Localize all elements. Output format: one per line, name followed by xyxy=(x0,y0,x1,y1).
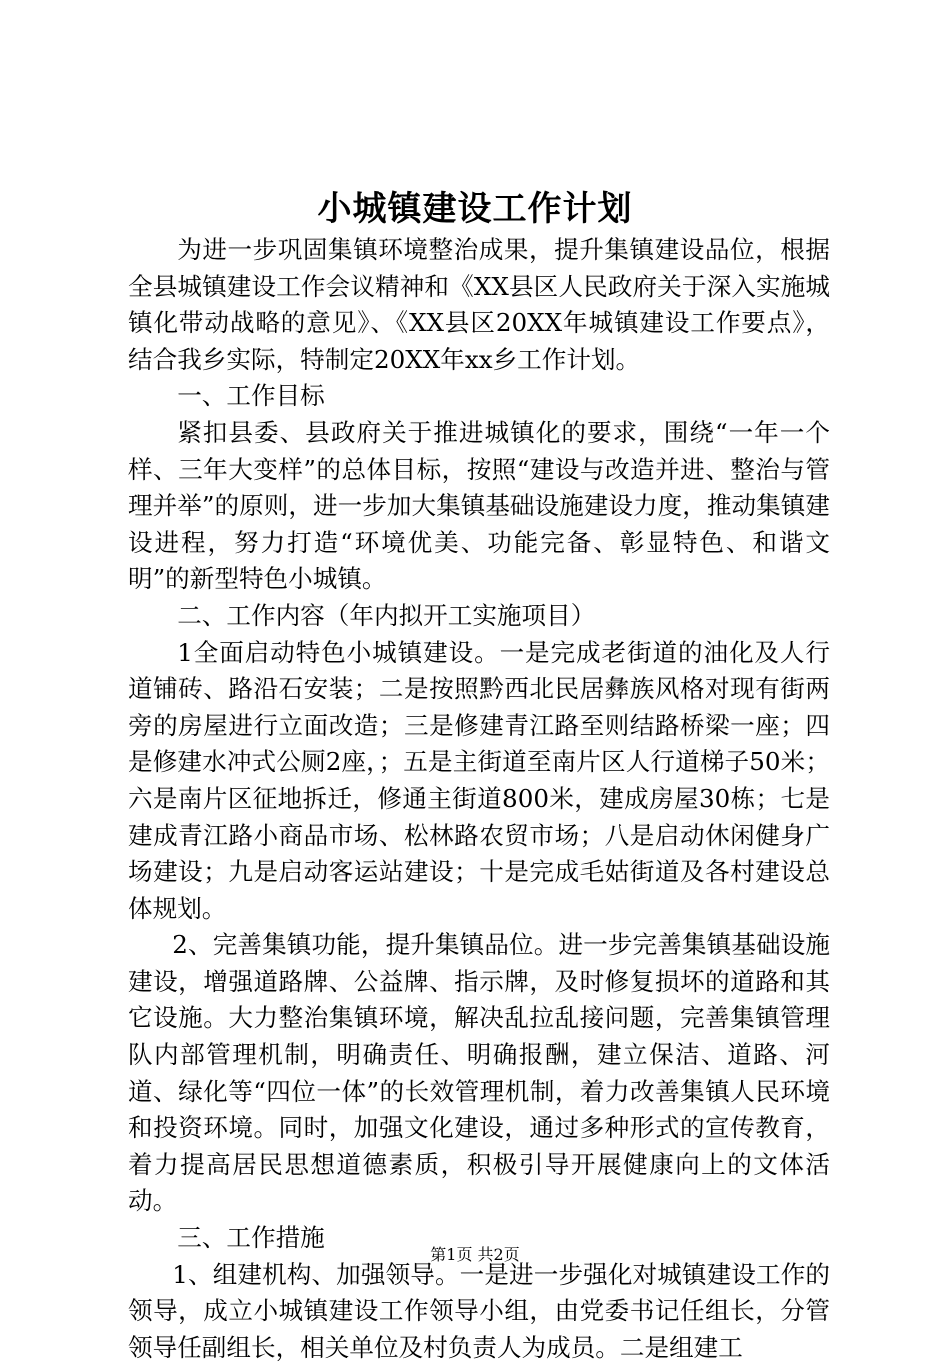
page-footer: 第1页 共2页 xyxy=(430,1245,520,1264)
section-heading-content: 二、工作内容（年内拟开工实施项目） xyxy=(177,600,596,630)
intro-paragraph: 为进一步巩固集镇环境整治成果，提升集镇建设品位，根据全县城镇建设工作会议精神和《XX县区人民政府关于深入实施城镇化带动战略的意见》、《XX县区20XX年城镇建设工作要点》，结合我乡实际，特制定20XX年xx乡工作计划。 xyxy=(128,235,830,374)
section-heading-goal: 一、工作目标 xyxy=(177,381,325,411)
document-title: 小城镇建设工作计划 xyxy=(317,189,633,229)
content-item-2: 2、完善集镇功能，提升集镇品位。进一步完善集镇基础设施建设，增强道路牌、公益牌、指示牌，及时修复损坏的道路和其它设施。大力整治集镇环境，解决乱拉乱接问题，完善集镇管理队内部管理机制，明确责任、明确报酬，建立保洁、道路、河道、绿化等“四位一体”的长效管理机制，着力改善集镇人民环境和投资环境。同时，加强文化建设，通过多种形式的宣传教育，着力提高居民思想道德素质，积极引导开展健康向上的文体活动。 xyxy=(128,930,830,1216)
document-body xyxy=(128,232,830,1366)
goal-paragraph: 紧扣县委、县政府关于推进城镇化的要求，围绕“一年一个样、三年大变样”的总体目标，按照“建设与改造并进、整治与管理并举”的原则，进一步加大集镇基础设施建设力度，推动集镇建设进程，努力打造“环境优美、功能完备、彰显特色、和谐文明”的新型特色小城镇。 xyxy=(128,417,830,594)
measure-item-1: 1、组建机构、加强领导。一是进一步强化对城镇建设工作的领导，成立小城镇建设工作领导小组，由党委书记任组长，分管领导任副组长，相关单位及村负责人为成员。二是组建工 xyxy=(128,1259,830,1362)
content-item-1: 1全面启动特色小城镇建设。一是完成老街道的油化及人行道铺砖、路沿石安装；二是按照黔西北民居彝族风格对现有街两旁的房屋进行立面改造；三是修建青江路至则结路桥梁一座；四是修建水冲式公厕2座，；五是主街道至南片区人行道梯子50米；六是南片区征地拆迁，修通主街道800米，建成房屋30栋；七是建成青江路小商品市场、松林路农贸市场；八是启动休闲健身广场建设；九是启动客运站建设；十是完成毛姑街道及各村建设总体规划。 xyxy=(128,637,830,923)
section-heading-measures: 三、工作措施 xyxy=(177,1223,325,1253)
